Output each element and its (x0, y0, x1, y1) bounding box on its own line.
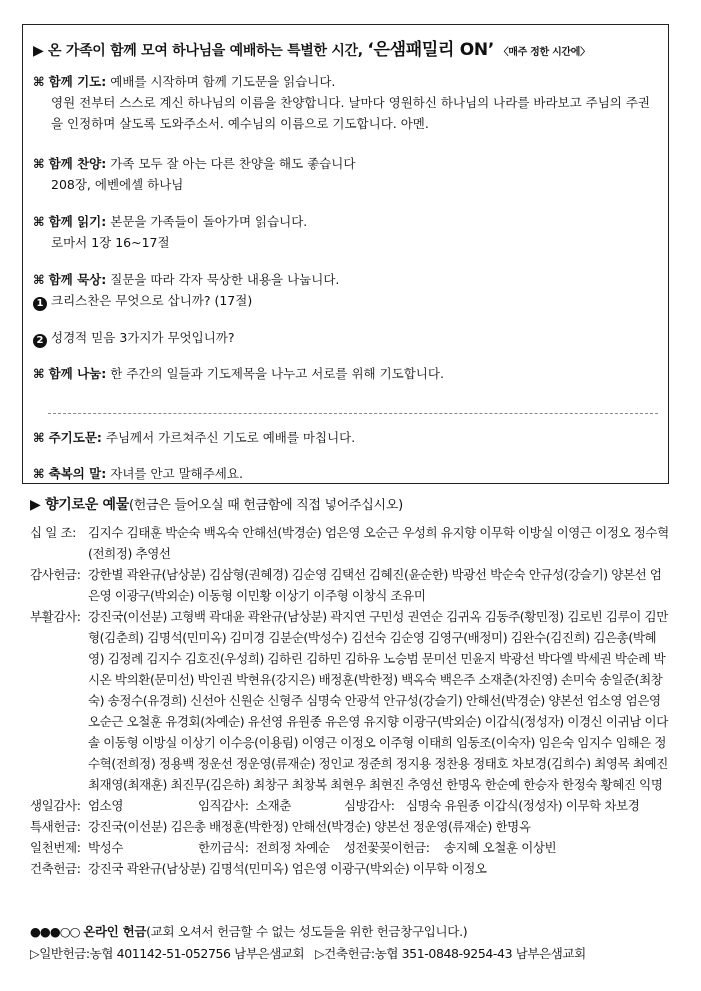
reading-section (33, 211, 658, 253)
prayer-section (33, 71, 658, 134)
row-value: 전희정 차예순 (256, 840, 330, 855)
blessing-section (33, 463, 658, 484)
offering-heading: ▶ 향기로운 예물 (30, 497, 129, 513)
command-icon: ⌘ (33, 466, 45, 481)
row-label: 생일감사: (30, 798, 81, 813)
blessing-heading: 축복의 말: (48, 466, 107, 481)
prayer-body: 영원 전부터 스스로 계신 하나님의 이름을 찬양합니다. 날마다 영원하신 하나님의 나라를 바라보고 주님의 주권을 인정하며 살도록 도와주소서. 예수님의 이름으로 기도합니다. 아멘. (51, 95, 651, 131)
offering-row-misc-2 (30, 837, 670, 858)
offering-row (30, 816, 670, 837)
question-1 (33, 290, 658, 311)
worship-title (33, 35, 590, 60)
lords-prayer-text: 주님께서 가르쳐주신 기도로 예배를 마칩니다. (105, 430, 356, 445)
bank-accounts (30, 944, 586, 962)
row-value: 강한별 곽완규(남상분) 김삼형(권혜경) 김순영 김택선 김혜진(윤순한) 박광선 박순숙 안규성(강슬기) 양본선 엄은영 이광구(박외순) 이동형 이민황 이상기 이주형 이창식 조유미 (88, 567, 662, 603)
reading-body: 로마서 1장 16~17절 (51, 235, 170, 250)
offering-list (30, 522, 670, 879)
prayer-text: 예배를 시작하며 함께 기도문을 읽습니다. (110, 74, 336, 89)
praise-section (33, 153, 658, 195)
row-value: 박성수 (88, 840, 124, 855)
offering-row (30, 606, 670, 795)
row-label: 임직감사: (198, 798, 249, 813)
praise-body: 208장, 에벤에셀 하나님 (51, 177, 184, 192)
row-value: 강진국(이선분) 김은총 배정훈(박한정) 안해선(박경순) 양본선 정운영(류재순) 한명옥 (88, 819, 531, 834)
family-worship-box (22, 24, 669, 484)
lords-prayer-heading: 주기도문: (48, 430, 102, 445)
meditation-section (33, 269, 658, 348)
row-label: 특새헌금: (30, 819, 81, 834)
offering-row-misc-1 (30, 795, 670, 816)
row-label: 성전꽃꽂이헌금: (344, 840, 430, 855)
dots-icon: ●●●○○ (30, 924, 80, 939)
offering-row (30, 858, 670, 879)
row-value: 소재춘 (256, 798, 292, 813)
row-value: 김지수 김태훈 박순숙 백옥숙 안해선(박경순) 엄은영 오순근 우성희 유지향 이무학 이방실 이영근 이정오 정수혁(전희정) 추영선 (88, 525, 669, 561)
question-2-text: 성경적 믿음 3가지가 무엇입니까? (51, 330, 235, 345)
row-value: 엄소영 (88, 798, 124, 813)
offering-row (30, 522, 670, 564)
praise-heading: 함께 찬양: (48, 156, 107, 171)
command-icon: ⌘ (33, 366, 45, 381)
row-label: 한끼금식: (198, 840, 249, 855)
reading-text: 본문을 가족들이 돌아가며 읽습니다. (110, 214, 308, 229)
online-offering-title (30, 922, 467, 940)
offering-row (30, 564, 670, 606)
command-icon: ⌘ (33, 272, 45, 287)
question-2 (33, 327, 658, 348)
sharing-text: 한 주간의 일들과 기도제목을 나누고 서로를 위해 기도합니다. (110, 366, 444, 381)
row-label: 감사헌금: (30, 567, 81, 582)
row-label: 일천번제: (30, 840, 81, 855)
number-1-icon: 1 (33, 297, 47, 311)
online-heading: 온라인 헌금 (83, 924, 147, 939)
row-value: 강진국(이선분) 고형백 곽대윤 곽완규(남상분) 곽지연 구민성 권연순 김귀옥 김동주(황민정) 김로빈 김루이 김만형(김춘희) 김명석(민미옥) 김미경 김분순(박성수) 김선숙 김순영 김영구(배정미) 김완수(김진희) 김은총(박혜영) 김정례 김지수 김호진(우성희) 김하린 김하민 김하유 노승범 문미선 민윤지 박광선 박다엘 박세권 박순례 박시온 박의환(문미선) 박인권 박현유(강지은) 배정훈(박한정) 백옥숙 백은주 소재춘(차진영) 손미숙 송일준(최창숙) 송정수(유경희) 신선아 신원순 신형주 심명숙 안광석 안규성(강슬기) 안해선(박경순) 양본선 엄소영 엄은영 오순근 오철훈 유경회(차예순) 유선영 유원종 유은영 유지향 이광구(박외순) 이갑식(정성자) 이경신 이귀남 이다솔 이동형 이방실 이상기 이수응(이용림) 이영근 이정오 이주형 이태희 임동조(이숙자) 임은숙 임지수 임해은 정수혁(전희정) 정용백 정운선 정운영(류재순) 정인교 정준희 정지용 정찬용 정태호 차보경(김희수) 최영목 최예진 최재영(최재훈) 최진무(김은하) 최창구 최창복 최현우 최현진 추영선 한명옥 한순예 한승자 한정숙 황혜진 익명 (88, 609, 668, 792)
meditation-text: 질문을 따라 각자 묵상한 내용을 나눕니다. (110, 272, 340, 287)
row-label: 십 일 조: (30, 525, 76, 540)
row-label: 건축헌금: (30, 861, 81, 876)
praise-text: 가족 모두 잘 아는 다른 찬양을 해도 좋습니다 (110, 156, 356, 171)
offering-note: (헌금은 들어오실 때 헌금함에 직접 넣어주십시오) (128, 498, 403, 513)
online-note: (교회 오셔서 헌금할 수 없는 성도들을 위한 헌금창구입니다.) (146, 924, 468, 939)
command-icon: ⌘ (33, 430, 45, 445)
command-icon: ⌘ (33, 156, 45, 171)
lords-prayer-section (33, 427, 658, 448)
row-label: 심방감사: (344, 798, 395, 813)
command-icon: ⌘ (33, 214, 45, 229)
sharing-section (33, 363, 658, 384)
dashed-divider (48, 413, 658, 414)
reading-heading: 함께 읽기: (48, 214, 107, 229)
command-icon: ⌘ (33, 74, 45, 89)
general-account: ▷일반헌금:농협 401142-51-052756 남부은샘교회 (30, 946, 305, 961)
prayer-heading: 함께 기도: (48, 74, 107, 89)
row-value: 심명숙 유원종 이갑식(정성자) 이무학 차보경 (406, 798, 640, 813)
sharing-heading: 함께 나눔: (48, 366, 107, 381)
row-label: 부활감사: (30, 609, 81, 624)
meditation-heading: 함께 묵상: (48, 272, 107, 287)
question-1-text: 크리스찬은 무엇으로 삽니까? (17절) (51, 293, 253, 308)
number-2-icon: 2 (33, 334, 47, 348)
row-value: 송지혜 오철훈 이상빈 (444, 840, 557, 855)
title-on: ‘은샘패밀리 ON’ (367, 40, 494, 60)
title-suffix: 〈매주 정한 시간에〉 (498, 47, 590, 58)
blessing-text: 자녀를 안고 말해주세요. (110, 466, 243, 481)
row-value: 강진국 곽완규(남상분) 김명석(민미옥) 엄은영 이광구(박외순) 이무학 이정오 (88, 861, 487, 876)
building-account: ▷건축헌금:농협 351-0848-9254-43 남부은샘교회 (314, 946, 586, 961)
offering-title (30, 494, 403, 514)
title-prefix: ▶ 온 가족이 함께 모여 하나님을 예배하는 특별한 시간, (33, 43, 363, 59)
